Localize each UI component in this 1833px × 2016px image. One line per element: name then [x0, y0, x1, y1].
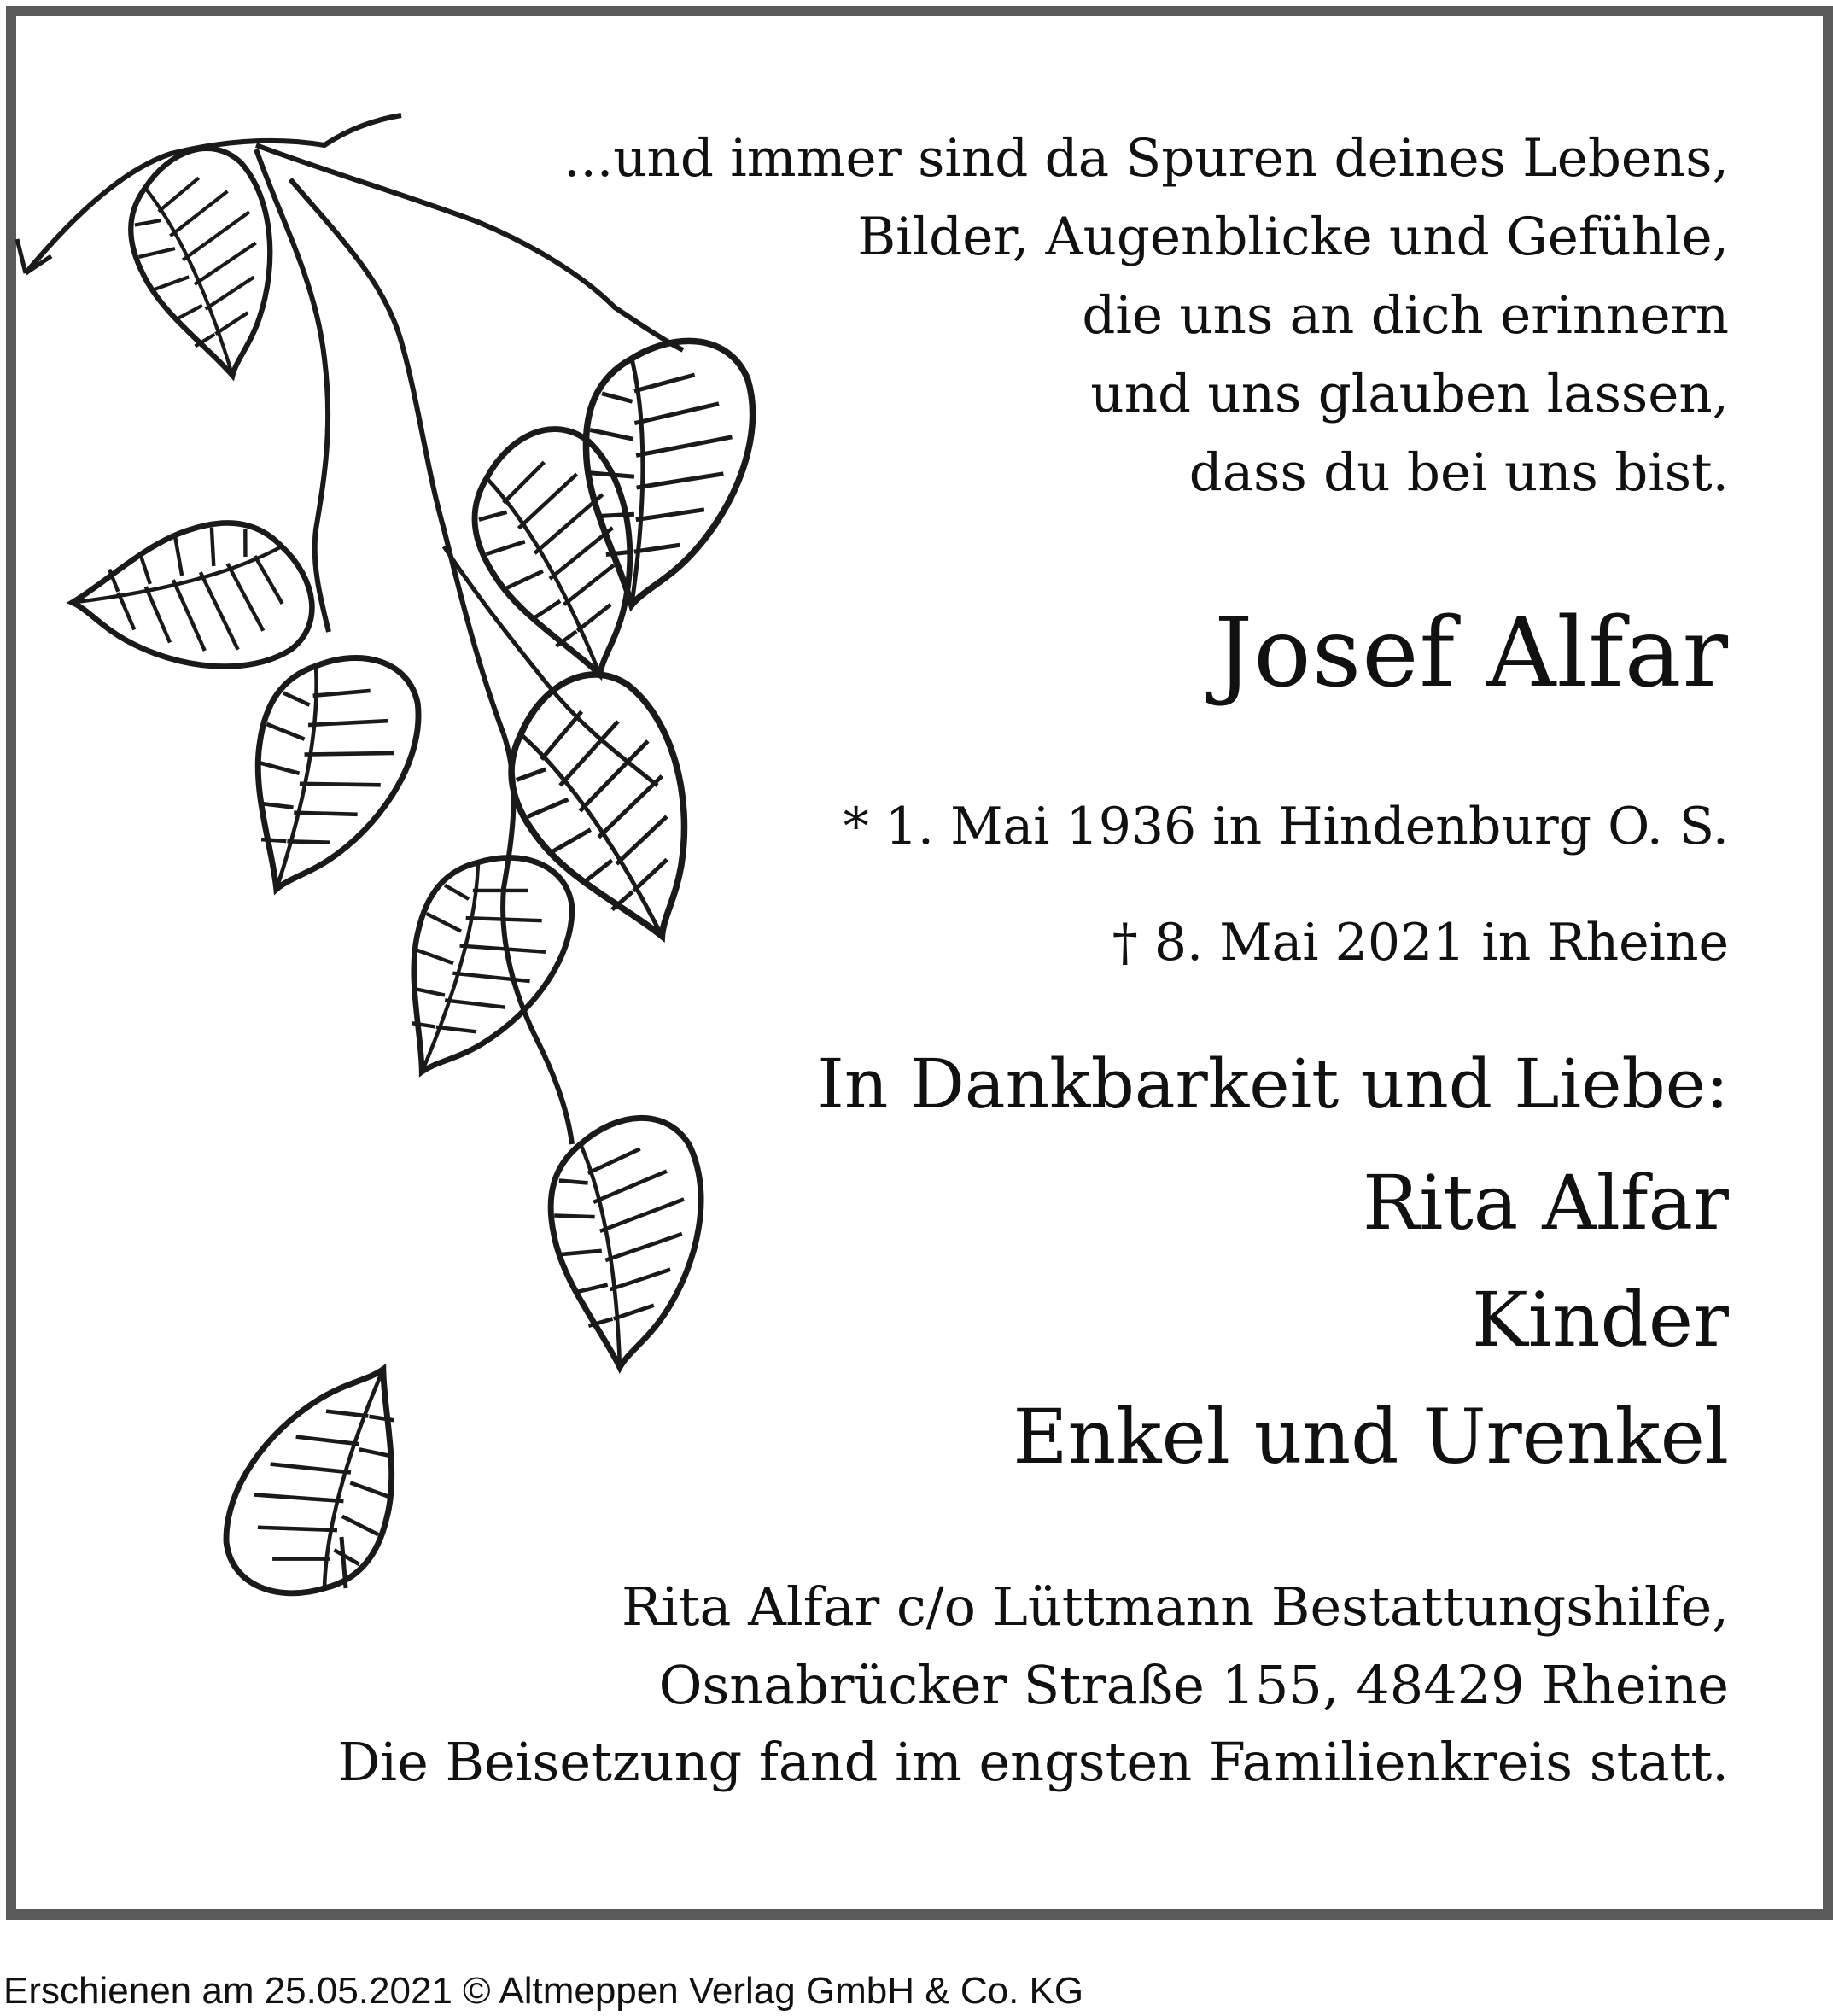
mourner-name: Rita Alfar	[1363, 1159, 1729, 1247]
publication-footer: Erschienen am 25.05.2021 © Altmeppen Verlag GmbH & Co. KG	[3, 1970, 1084, 2012]
poem-line: dass du bei uns bist.	[1188, 442, 1729, 503]
life-dates	[844, 768, 1729, 1001]
birth-date: * 1. Mai 1936 in Hindenburg O. S.	[843, 797, 1729, 856]
mourner-name: Kinder	[1471, 1276, 1729, 1364]
death-date: † 8. Mai 2021 in Rheine	[1112, 913, 1729, 973]
mourner-name: Enkel und Urenkel	[1013, 1393, 1729, 1481]
poem-line: die uns an dich erinnern	[1082, 285, 1729, 346]
poem-line: Bilder, Augenblicke und Gefühle,	[857, 207, 1729, 267]
contact-address	[622, 1568, 1729, 1725]
memorial-poem	[563, 120, 1729, 512]
mourners-intro: In Dankbarkeit und Liebe:	[817, 1044, 1729, 1124]
address-line: Osnabrücker Straße 155, 48429 Rheine	[658, 1654, 1729, 1716]
deceased-name: Josef Alfar	[1214, 598, 1729, 709]
poem-line: ...und immer sind da Spuren deines Lebens,	[563, 128, 1729, 189]
funeral-notice: Die Beisetzung fand im engsten Familienkreis statt.	[337, 1731, 1729, 1793]
poem-line: und uns glauben lassen,	[1090, 364, 1729, 424]
mourners-list	[1013, 1144, 1729, 1495]
address-line: Rita Alfar c/o Lüttmann Bestattungshilfe,	[622, 1575, 1729, 1638]
